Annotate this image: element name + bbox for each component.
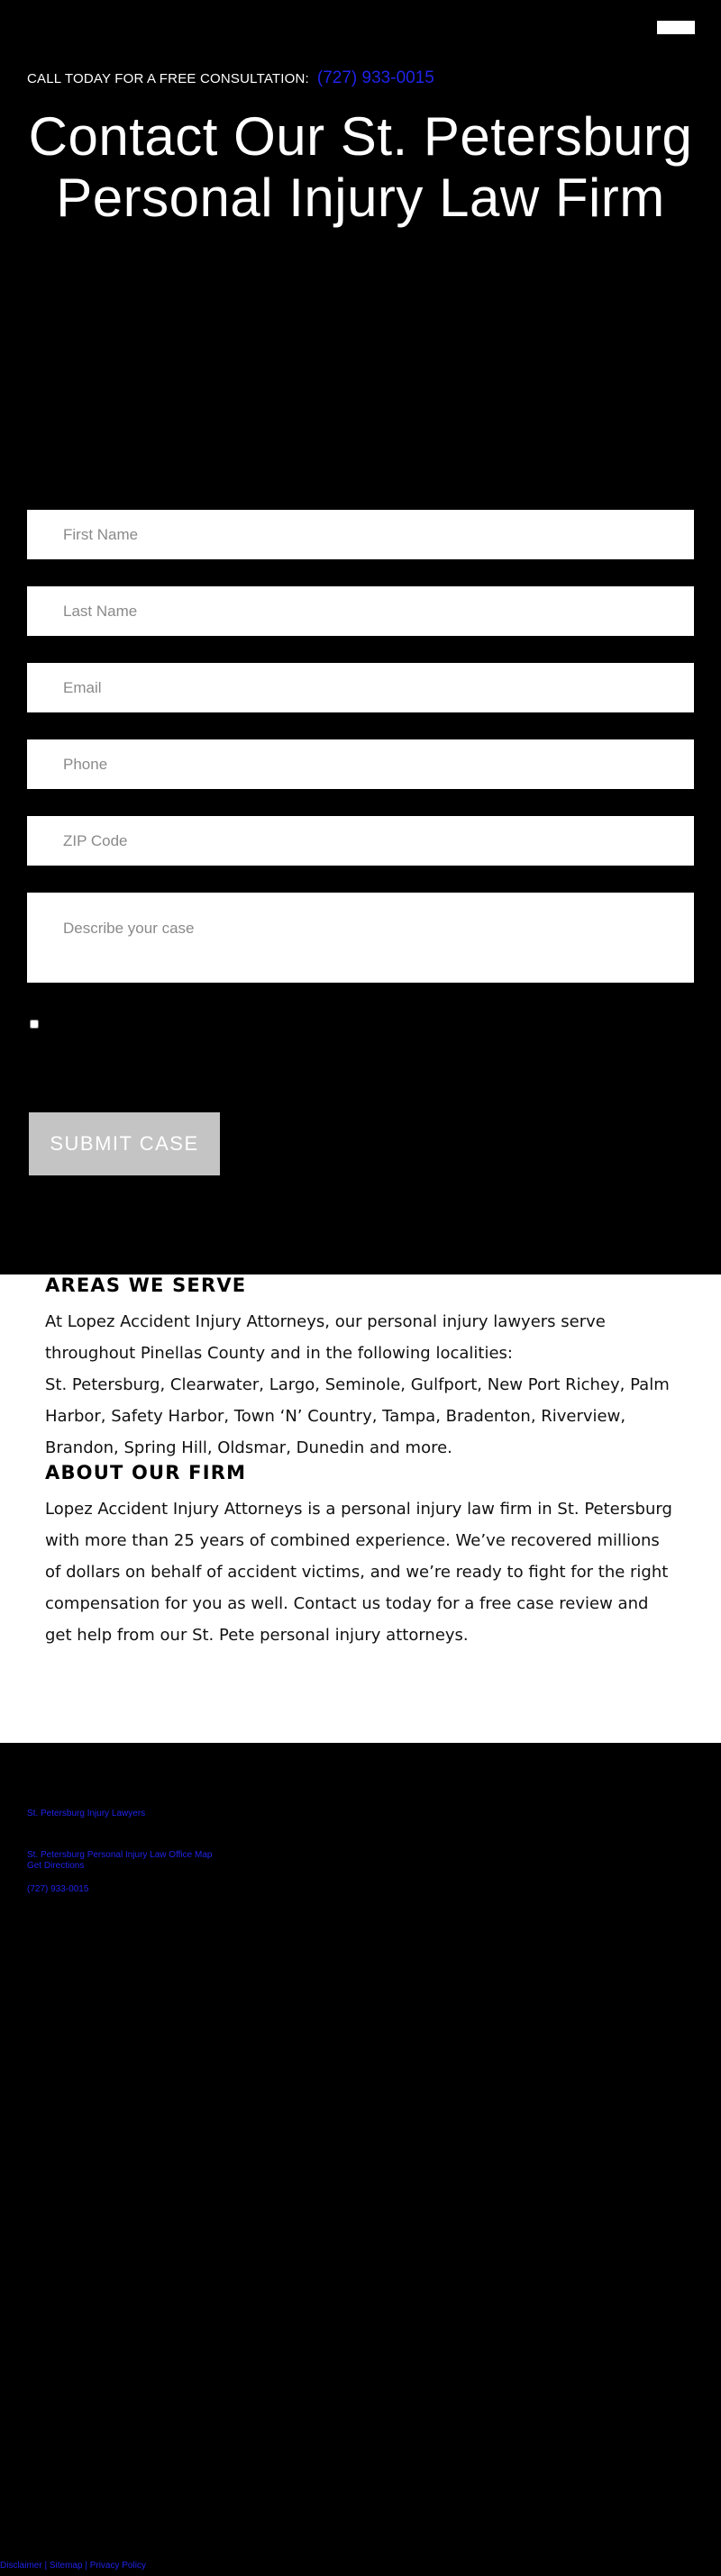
get-directions-link[interactable]: Get Directions: [27, 1861, 85, 1871]
footer: [0, 1743, 721, 2576]
last-name-input[interactable]: [27, 586, 694, 636]
submit-case-button[interactable]: SUBMIT CASE: [29, 1112, 220, 1175]
about-body: Lopez Accident Injury Attorneys is a personal injury law firm in St. Petersburg with more than 25 years of combined experience. We’ve recovered millions of dollars on behalf of accident victims, and we’re ready to fight for the right compensation for you as well. Contact us today for a free case review and get help from our St. Pete personal injury attorneys.: [45, 1500, 672, 1645]
call-phone-link[interactable]: (727) 933-0015: [316, 68, 434, 87]
legal-separator: |: [44, 2561, 48, 2571]
first-name-input[interactable]: [27, 510, 694, 559]
office-map-link[interactable]: St. Petersburg Personal Injury Law Office Map: [27, 1850, 213, 1860]
menu-button[interactable]: [657, 21, 695, 34]
footer-firm-link[interactable]: St. Petersburg Injury Lawyers: [27, 1809, 146, 1819]
call-bar: [27, 68, 434, 88]
call-label: CALL TODAY FOR A FREE CONSULTATION:: [27, 71, 309, 86]
legal-links: [0, 2561, 146, 2571]
consent-checkbox[interactable]: [30, 1020, 39, 1029]
areas-localities: St. Petersburg, Clearwater, Largo, Seminole, Gulfport, New Port Richey, Palm Harbor, Safety Harbor, Town ‘N’ Country, Tampa, Bradenton, Riverview, Brandon, Spring Hill, Oldsmar, Dunedin and more.: [45, 1375, 670, 1457]
disclaimer-link[interactable]: Disclaimer: [0, 2561, 42, 2571]
page-title: Contact Our St. Petersburg Personal Injury Law Firm: [28, 106, 693, 228]
about-heading: ABOUT OUR FIRM: [45, 1462, 247, 1483]
case-description-textarea[interactable]: [27, 893, 694, 983]
legal-separator: |: [85, 2561, 87, 2571]
content-section: [0, 1274, 721, 1743]
privacy-policy-link[interactable]: Privacy Policy: [89, 2561, 146, 2571]
email-input[interactable]: [27, 663, 694, 712]
areas-body: [45, 1306, 676, 1464]
sitemap-link[interactable]: Sitemap: [49, 2561, 83, 2571]
areas-intro: At Lopez Accident Injury Attorneys, our personal injury lawyers serve throughout Pinellas County and in the following localities:: [45, 1312, 606, 1363]
zip-code-input[interactable]: [27, 816, 694, 866]
phone-input[interactable]: [27, 739, 694, 789]
footer-phone-link[interactable]: (727) 933-0015: [27, 1884, 89, 1894]
hero-section: [0, 0, 721, 1274]
areas-heading: AREAS WE SERVE: [45, 1274, 247, 1296]
